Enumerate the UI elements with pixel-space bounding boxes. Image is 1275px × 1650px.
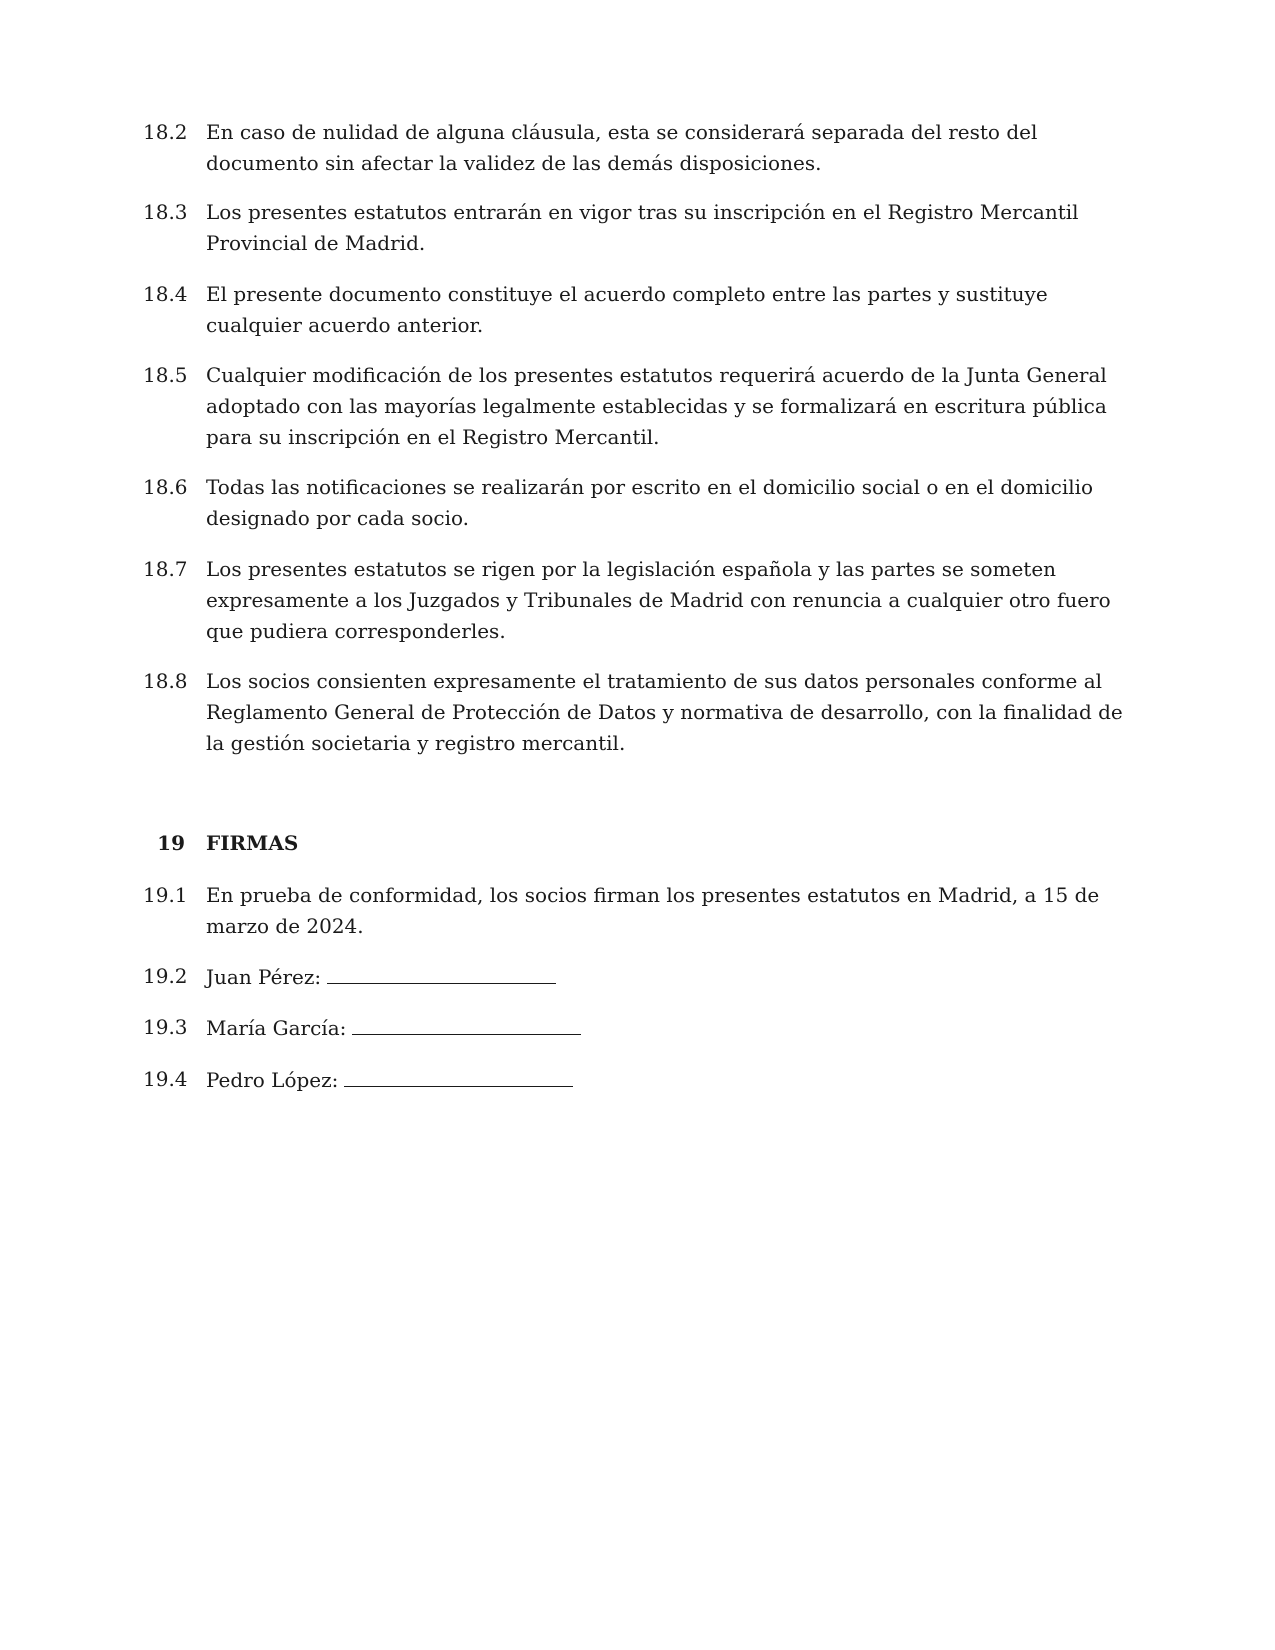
clause-text: En caso de nulidad de alguna cláusula, esta se considerará separada del resto del documento sin afectar la validez de las demás disposiciones. <box>206 120 1038 175</box>
clause-text: Cualquier modificación de los presentes estatutos requerirá acuerdo de la Junta General adoptado con las mayorías legalmente establecidas y se formalizará en escritura pública para su inscripción en el Registro Mercantil. <box>206 363 1107 449</box>
clause-text: Los socios consienten expresamente el tratamiento de sus datos personales conforme al Reglamento General de Protección de Datos y normativa de desarrollo, con la finalidad de la gestión societaria y registro mercantil. <box>206 669 1123 755</box>
clause-number: 18.3 <box>143 200 188 224</box>
signatory-name: Juan Pérez: <box>206 965 322 989</box>
signature-entry <box>206 961 1136 993</box>
signature-line <box>344 1064 573 1087</box>
clause-text: En prueba de conformidad, los socios firman los presentes estatutos en Madrid, a 15 de marzo de 2024. <box>206 883 1100 938</box>
clause-number: 18.6 <box>143 475 188 499</box>
clause-number: 19.3 <box>143 1015 188 1039</box>
signature-line <box>352 1012 581 1035</box>
clause-number: 19.1 <box>143 883 188 907</box>
signature-line <box>327 961 556 984</box>
clause-number: 18.5 <box>143 363 188 387</box>
clause-number: 18.4 <box>143 282 188 306</box>
clause-text: Los presentes estatutos entrarán en vigor tras su inscripción en el Registro Mercantil Provincial de Madrid. <box>206 200 1079 255</box>
signature-entry <box>206 1012 1136 1044</box>
clause-number: 18.8 <box>143 669 188 693</box>
clause-number: 19.2 <box>143 964 188 988</box>
section-number: 19 <box>157 831 185 855</box>
signatory-name: María García: <box>206 1016 347 1040</box>
signature-entry <box>206 1064 1136 1096</box>
clause-number: 18.2 <box>143 120 188 144</box>
clause-text: El presente documento constituye el acuerdo completo entre las partes y sustituye cualquier acuerdo anterior. <box>206 282 1048 337</box>
signatory-name: Pedro López: <box>206 1068 339 1092</box>
clause-number: 18.7 <box>143 557 188 581</box>
clause-number: 19.4 <box>143 1067 188 1091</box>
clause-text: Los presentes estatutos se rigen por la legislación española y las partes se someten expresamente a los Juzgados y Tribunales de Madrid con renuncia a cualquier otro fuero que pudiera corresponderles. <box>206 557 1111 643</box>
clause-text: Todas las notificaciones se realizarán por escrito en el domicilio social o en el domicilio designado por cada socio. <box>206 475 1094 530</box>
section-title: FIRMAS <box>206 831 299 855</box>
